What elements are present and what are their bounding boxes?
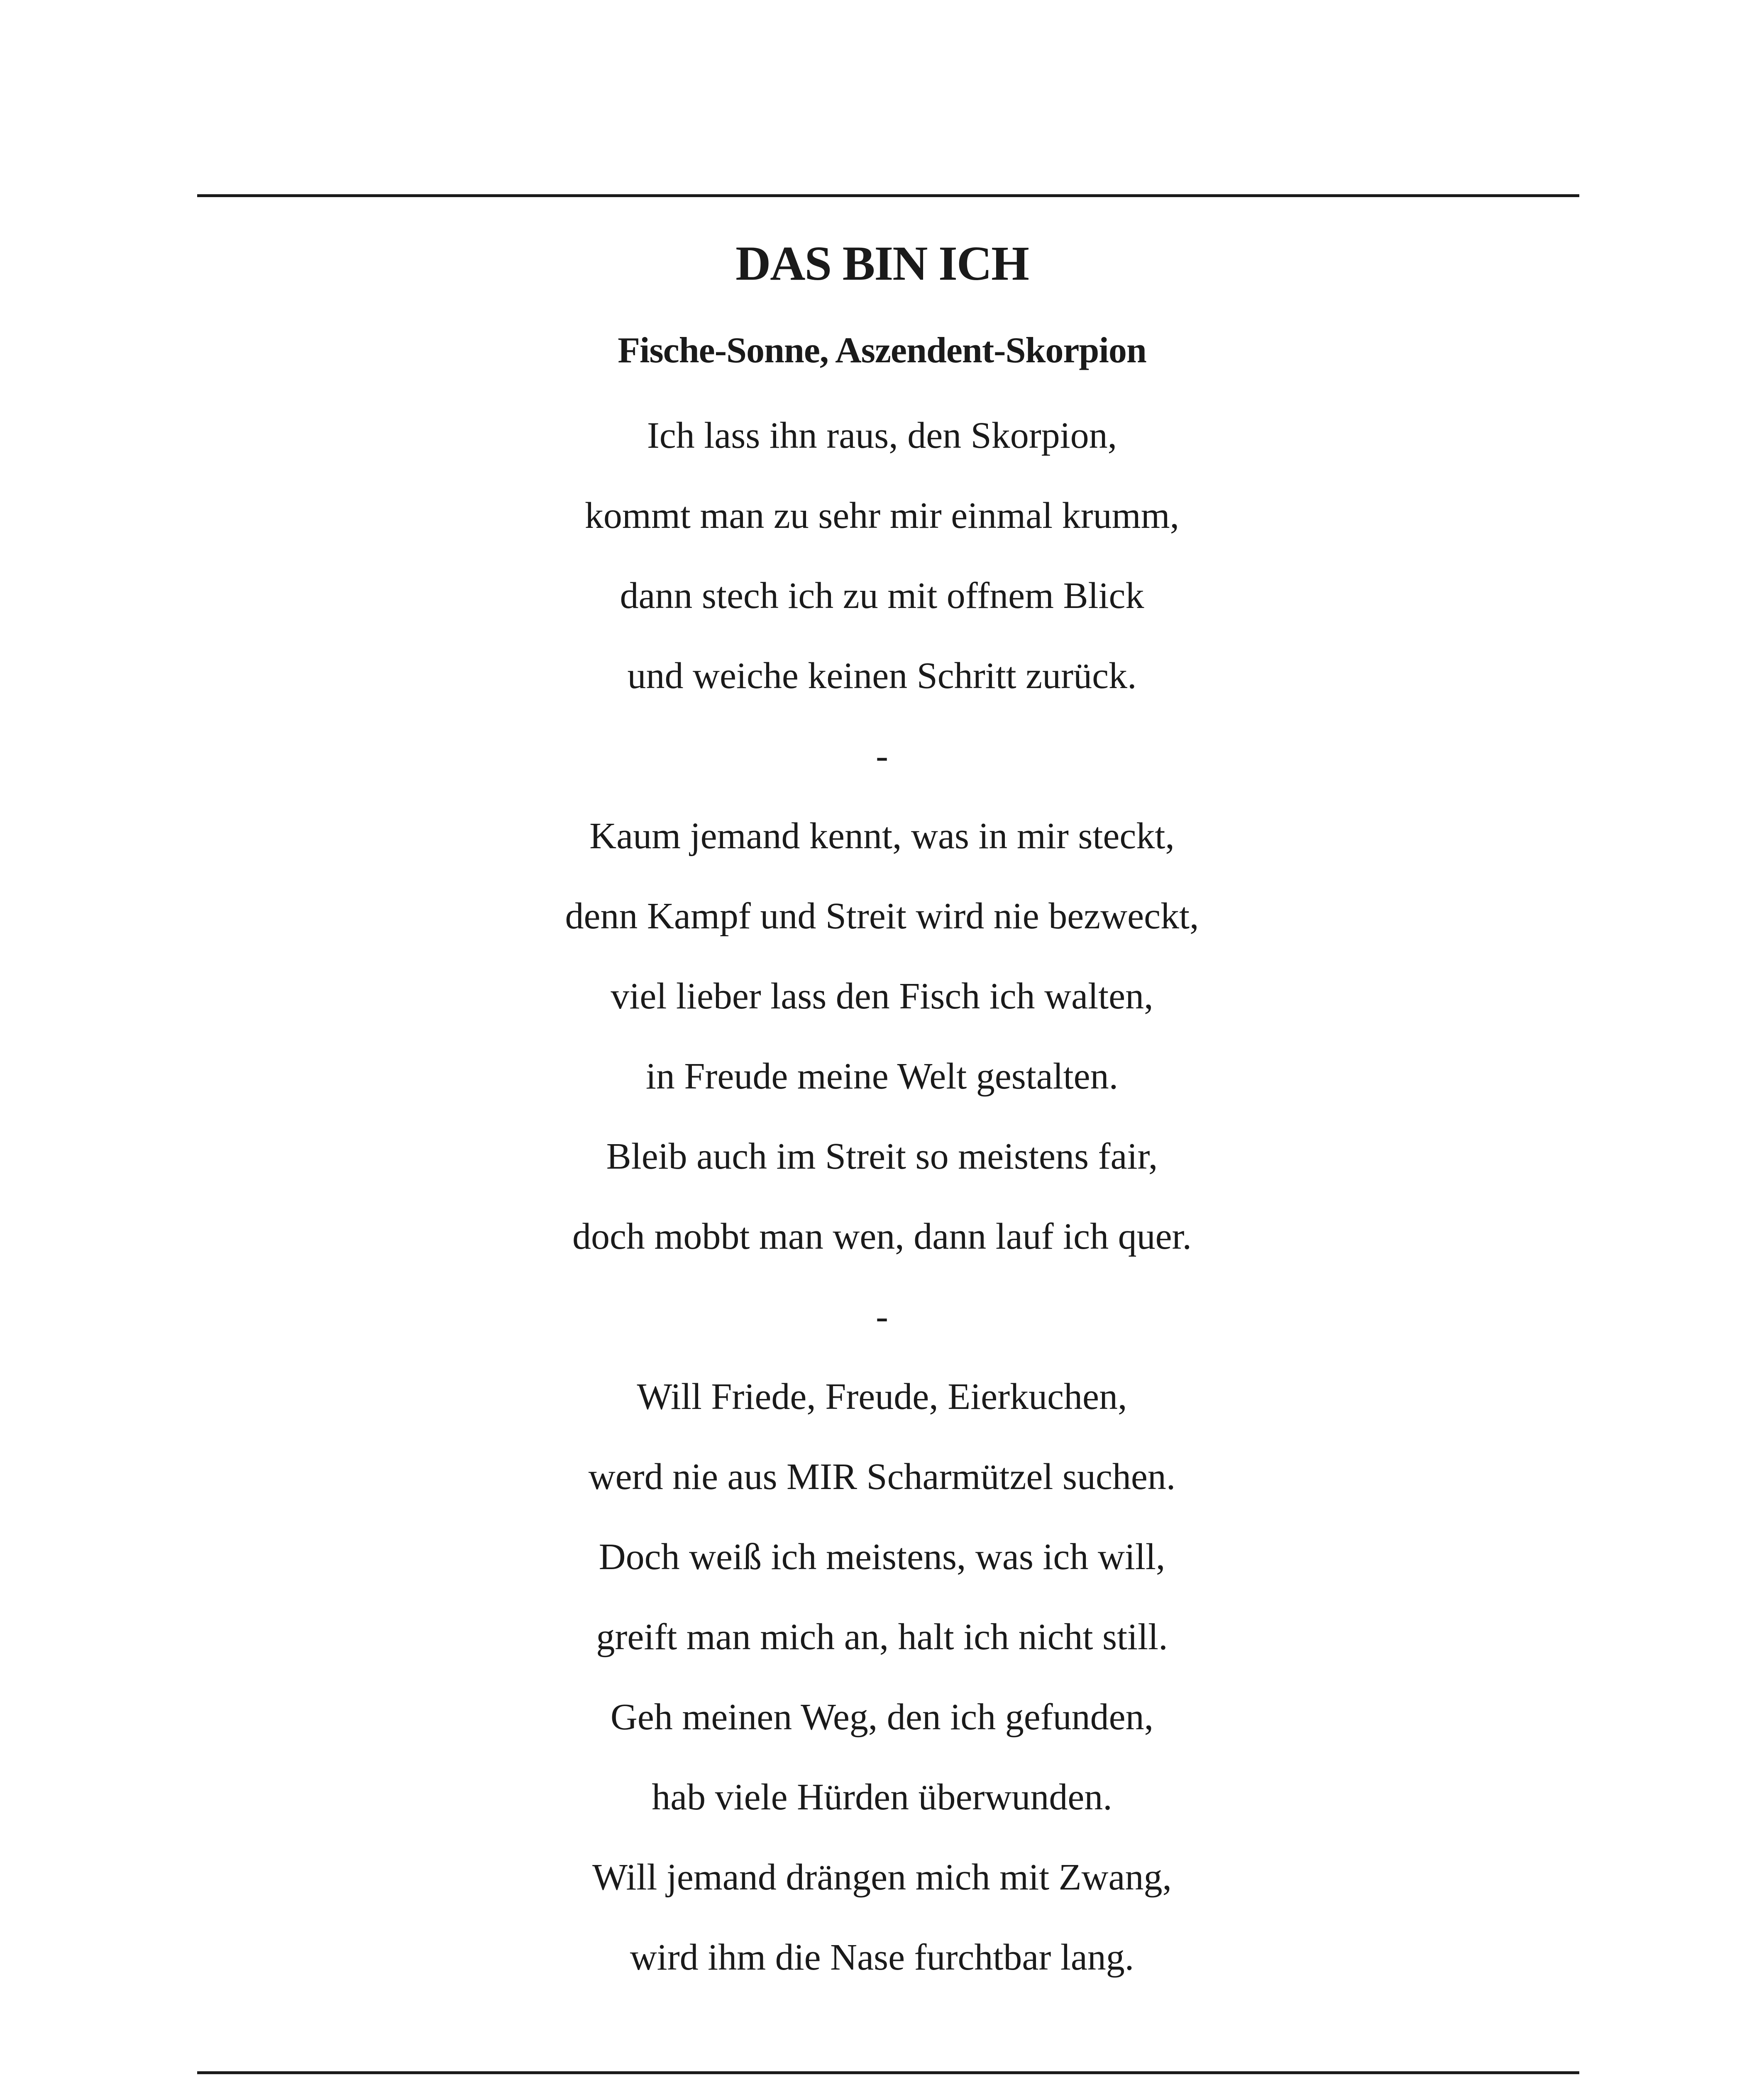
poem-line: werd nie aus MIR Scharmützel suchen. bbox=[588, 1456, 1176, 1497]
poem-line: dann stech ich zu mit offnem Blick bbox=[620, 575, 1144, 616]
poem-line: Ich lass ihn raus, den Skorpion, bbox=[647, 415, 1117, 456]
poem-line: doch mobbt man wen, dann lauf ich quer. bbox=[572, 1216, 1192, 1257]
poem-line: Doch weiß ich meistens, was ich will, bbox=[599, 1536, 1165, 1577]
poem-line: denn Kampf und Streit wird nie bezweckt, bbox=[565, 896, 1199, 937]
poem-line: in Freude meine Welt gestalten. bbox=[645, 1056, 1119, 1097]
poem-line: hab viele Hürden überwunden. bbox=[652, 1777, 1112, 1818]
poem-title: DAS BIN ICH bbox=[735, 236, 1029, 290]
poem-line: kommt man zu sehr mir einmal krumm, bbox=[584, 495, 1180, 536]
poem-line: viel lieber lass den Fisch ich walten, bbox=[611, 976, 1153, 1017]
poem-line: wird ihm die Nase furchtbar lang. bbox=[630, 1937, 1134, 1978]
header-rule bbox=[197, 194, 1579, 197]
poem-line: Bleib auch im Streit so meistens fair, bbox=[606, 1136, 1158, 1177]
footer-rule bbox=[197, 2071, 1579, 2074]
poem-line: Will jemand drängen mich mit Zwang, bbox=[592, 1857, 1172, 1898]
poem-line: und weiche keinen Schritt zurück. bbox=[627, 655, 1137, 696]
poem-line: Kaum jemand kennt, was in mir steckt, bbox=[589, 815, 1175, 857]
poem-body bbox=[0, 405, 1764, 2007]
poem-line: Will Friede, Freude, Eierkuchen, bbox=[637, 1376, 1127, 1417]
poem-subtitle: Fische-Sonne, Aszendent-Skorpion bbox=[618, 330, 1146, 371]
poem-line: Geh meinen Weg, den ich gefunden, bbox=[610, 1697, 1154, 1738]
stanza-separator: - bbox=[876, 735, 888, 776]
stanza-separator: - bbox=[876, 1296, 888, 1337]
poem-line: greift man mich an, halt ich nicht still. bbox=[596, 1616, 1168, 1658]
